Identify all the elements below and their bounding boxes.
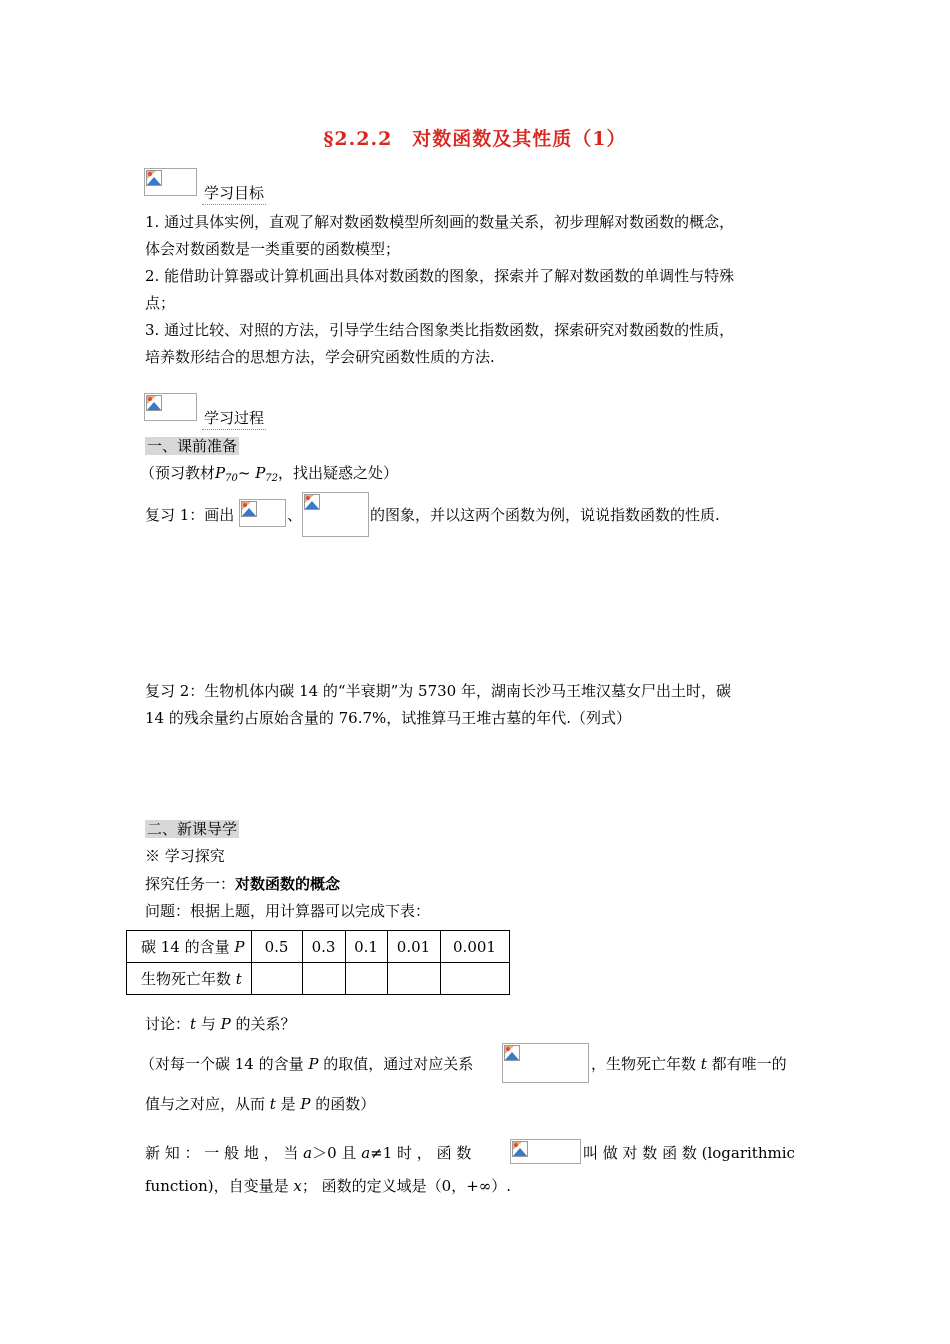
table-cell bbox=[127, 931, 252, 963]
formula-image-placeholder bbox=[502, 1043, 589, 1083]
formula-image-placeholder bbox=[302, 492, 369, 537]
new-lesson-heading bbox=[145, 819, 239, 839]
new-knowledge-line bbox=[145, 1143, 471, 1163]
table-cell bbox=[345, 963, 387, 995]
knowledge-text: function)，自变量是 bbox=[145, 1177, 294, 1195]
discussion-text: 的函数） bbox=[310, 1095, 376, 1113]
discussion-text: 与 bbox=[196, 1015, 221, 1033]
knowledge-text: ≠1 时 ， 函 数 bbox=[370, 1144, 472, 1162]
review1-text-b: 的图象，并以这两个函数为例，说说指数函数的性质. bbox=[370, 506, 720, 524]
knowledge-text: ； 函数的定义域是（0，+∞）. bbox=[301, 1177, 512, 1195]
goals-heading: 学习目标 bbox=[202, 182, 266, 205]
table-cell: 0.001 bbox=[440, 931, 509, 963]
knowledge-text: ＞0 且 bbox=[312, 1144, 362, 1162]
discussion-line bbox=[140, 1054, 473, 1074]
discussion-text: 讨论： bbox=[145, 1015, 191, 1033]
process-heading: 学习过程 bbox=[202, 407, 266, 430]
table-cell: 0.1 bbox=[345, 931, 387, 963]
table-cell bbox=[440, 963, 509, 995]
review2-line: 复习 2：生物机体内碳 14 的“半衰期”为 5730 年，湖南长沙马王堆汉墓女尸出土时，碳 bbox=[145, 682, 731, 700]
cell-var: P bbox=[234, 938, 245, 956]
review1-sep: 、 bbox=[287, 506, 303, 524]
cell-text: 生物死亡年数 bbox=[141, 970, 236, 988]
broken-image-icon bbox=[241, 501, 257, 517]
broken-image-icon bbox=[146, 170, 162, 186]
prep-heading bbox=[145, 436, 239, 456]
discussion-line bbox=[145, 1014, 295, 1034]
goals-image-placeholder bbox=[144, 168, 197, 196]
table-row bbox=[127, 963, 510, 995]
knowledge-text: 新 知 ： 一 般 地 ， 当 bbox=[145, 1144, 304, 1162]
prep-hint-text: （预习教材 bbox=[140, 464, 216, 482]
cell-text: 碳 14 的含量 bbox=[141, 938, 235, 956]
cell-var: t bbox=[235, 970, 242, 988]
table-cell: 0.01 bbox=[387, 931, 440, 963]
discussion-text: 的取值，通过对应关系 bbox=[318, 1055, 474, 1073]
discussion-text: 都有唯一的 bbox=[706, 1055, 787, 1073]
formula-image-placeholder bbox=[239, 499, 286, 527]
var-a: a bbox=[361, 1144, 371, 1162]
goal-line: 培养数形结合的思想方法，学会研究函数性质的方法. bbox=[145, 348, 495, 366]
question-text: 问题：根据上题，用计算器可以完成下表： bbox=[145, 902, 431, 920]
goal-line: 点； bbox=[145, 294, 176, 312]
prep-heading-text: 一、课前准备 bbox=[147, 437, 238, 455]
discussion-text: 的关系？ bbox=[230, 1015, 296, 1033]
page-sub: 72 bbox=[265, 473, 279, 484]
table-cell: 0.5 bbox=[251, 931, 302, 963]
page-var: P bbox=[255, 464, 266, 482]
var-p: P bbox=[308, 1055, 319, 1073]
review1-text-a: 复习 1：画出 bbox=[145, 506, 235, 524]
explore-heading: ※ 学习探究 bbox=[145, 847, 225, 865]
page-sub: 70 bbox=[225, 473, 238, 484]
goal-line: 2. 能借助计算器或计算机画出具体对数函数的图象，探索并了解对数函数的单调性与特殊 bbox=[145, 267, 735, 285]
review2-line: 14 的残余量约占原始含量的 76.7%，试推算马王堆古墓的年代.（列式） bbox=[145, 709, 632, 727]
var-t: t bbox=[269, 1095, 276, 1113]
broken-image-icon bbox=[146, 395, 162, 411]
table-row bbox=[127, 931, 510, 963]
broken-image-icon bbox=[504, 1045, 520, 1061]
process-image-placeholder bbox=[144, 393, 197, 421]
task-prefix: 探究任务一： bbox=[145, 875, 236, 893]
var-a: a bbox=[303, 1144, 313, 1162]
new-knowledge-line: 叫 做 对 数 函 数 (logarithmic bbox=[583, 1144, 795, 1162]
discussion-text: 是 bbox=[275, 1095, 301, 1113]
formula-image-placeholder bbox=[510, 1139, 581, 1164]
new-lesson-heading-text: 二、新课导学 bbox=[147, 820, 238, 838]
table-cell bbox=[387, 963, 440, 995]
new-knowledge-line bbox=[145, 1176, 511, 1196]
var-p: P bbox=[220, 1015, 231, 1033]
page-title: §2.2.2 对数函数及其性质（1） bbox=[323, 128, 627, 150]
var-x: x bbox=[293, 1177, 302, 1195]
broken-image-icon bbox=[512, 1141, 528, 1157]
broken-image-icon bbox=[304, 494, 320, 510]
data-table bbox=[126, 930, 510, 995]
var-t: t bbox=[700, 1055, 707, 1073]
discussion-line bbox=[145, 1094, 375, 1114]
goal-line: 1. 通过具体实例，直观了解对数函数模型所刻画的数量关系，初步理解对数函数的概念， bbox=[145, 213, 735, 231]
table-cell bbox=[251, 963, 302, 995]
table-cell bbox=[127, 963, 252, 995]
prep-hint bbox=[140, 463, 398, 489]
var-p: P bbox=[300, 1095, 311, 1113]
discussion-line bbox=[591, 1054, 787, 1074]
task-title: 对数函数的概念 bbox=[235, 875, 341, 893]
prep-hint-text: ，找出疑惑之处） bbox=[278, 464, 399, 482]
goal-line: 体会对数函数是一类重要的函数模型； bbox=[145, 240, 401, 258]
var-t: t bbox=[190, 1015, 197, 1033]
task-heading bbox=[145, 874, 340, 894]
table-cell: 0.3 bbox=[302, 931, 345, 963]
goal-line: 3. 通过比较、对照的方法，引导学生结合图象类比指数函数，探索研究对数函数的性质， bbox=[145, 321, 735, 339]
discussion-text: 值与之对应，从而 bbox=[145, 1095, 270, 1113]
page-var: P bbox=[215, 464, 226, 482]
tilde: ~ bbox=[237, 464, 251, 482]
discussion-text: （对每一个碳 14 的含量 bbox=[140, 1055, 309, 1073]
table-cell bbox=[302, 963, 345, 995]
discussion-text: ，生物死亡年数 bbox=[591, 1055, 701, 1073]
